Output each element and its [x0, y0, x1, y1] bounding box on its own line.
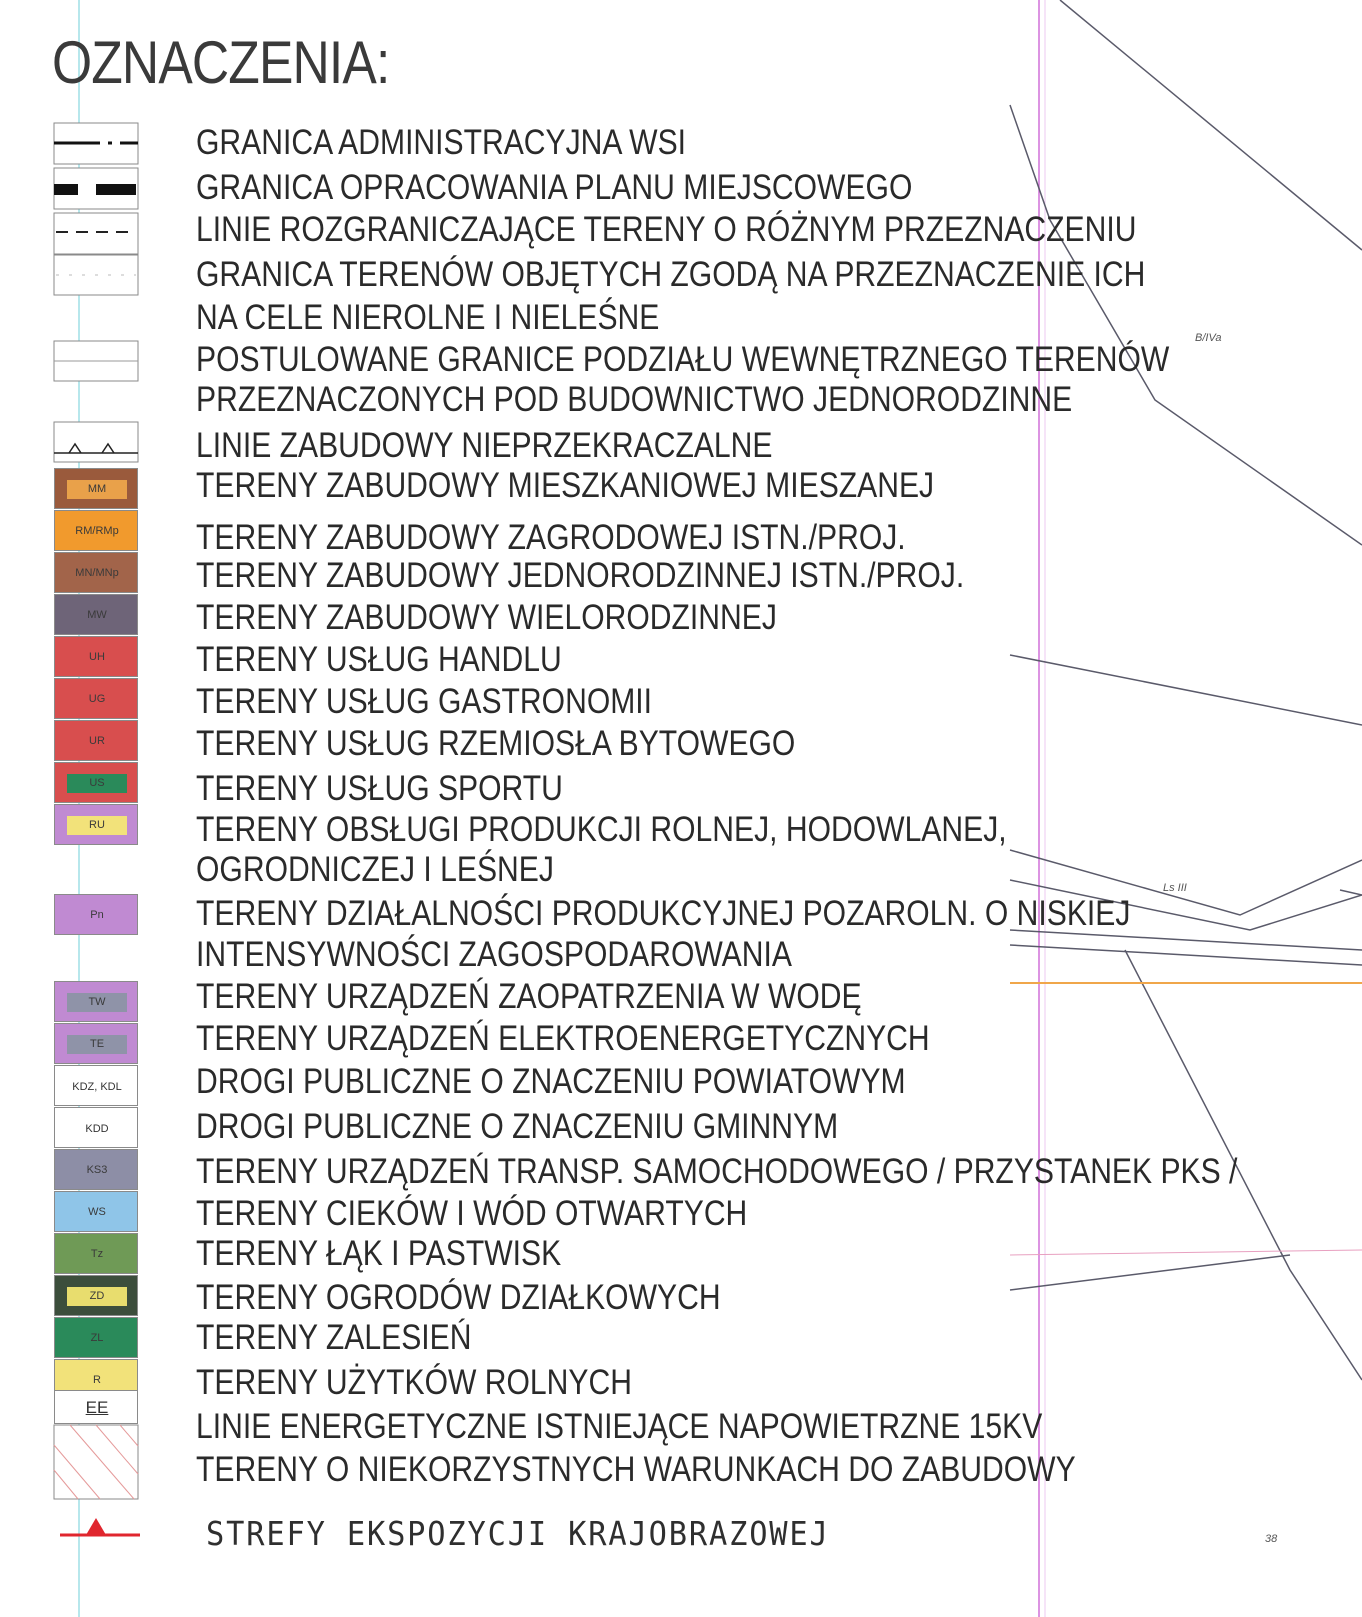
legend-label: TERENY OGRODÓW DZIAŁKOWYCH — [196, 1278, 721, 1317]
swatch-code: EE — [85, 1398, 109, 1417]
legend-label: TERENY ZALESIEŃ — [196, 1318, 472, 1357]
legend-label: TERENY ZABUDOWY MIESZKANIOWEJ MIESZANEJ — [196, 466, 935, 505]
swatch-ws — [54, 1191, 138, 1232]
swatch-inner: ZL — [67, 1329, 127, 1348]
swatch-mn — [54, 552, 138, 593]
legend-label: TERENY O NIEKORZYSTNYCH WARUNKACH DO ZABUDOWY — [196, 1450, 1076, 1489]
legend-label: TERENY USŁUG RZEMIOSŁA BYTOWEGO — [196, 724, 796, 763]
legend-label-handwritten: STREFY EKSPOZYCJI KRAJOBRAZOWEJ — [206, 1514, 830, 1553]
legend-label: PRZEZNACZONYCH POD BUDOWNICTWO JEDNORODZINNE — [196, 380, 1073, 419]
swatch-code: KDD — [85, 1122, 109, 1135]
swatch-inner: Pn — [67, 906, 127, 925]
swatch-ee — [54, 1390, 138, 1424]
swatch-zl — [54, 1317, 138, 1358]
swatch-kdz — [54, 1065, 138, 1106]
swatch-mm — [54, 468, 138, 509]
legend-label: GRANICA ADMINISTRACYJNA WSI — [196, 123, 687, 162]
swatch-inner: RM/RMp — [67, 522, 127, 541]
legend-label: LINIE ROZGRANICZAJĄCE TERENY O RÓŻNYM PRZEZNACZENIU — [196, 210, 1137, 249]
swatch-inner: TW — [67, 993, 127, 1012]
swatch-inner: R — [67, 1371, 127, 1390]
swatch-rm — [54, 510, 138, 551]
swatch-inner: TE — [67, 1035, 127, 1054]
legend-label: INTENSYWNOŚCI ZAGOSPODAROWANIA — [196, 935, 792, 974]
swatch-inner: ZD — [67, 1287, 127, 1306]
swatch-inner: UG — [67, 690, 127, 709]
legend-label: TERENY ZABUDOWY ZAGRODOWEJ ISTN./PROJ. — [196, 518, 906, 557]
legend-label: TERENY OBSŁUGI PRODUKCJI ROLNEJ, HODOWLANEJ, — [196, 810, 1007, 849]
legend-label: TERENY URZĄDZEŃ TRANSP. SAMOCHODOWEGO / PRZYSTANEK PKS / — [196, 1152, 1238, 1191]
legend-label: DROGI PUBLICZNE O ZNACZENIU GMINNYM — [196, 1107, 839, 1146]
legend-label: TERENY ZABUDOWY WIELORODZINNEJ — [196, 598, 777, 637]
swatch-inner: Tz — [67, 1245, 127, 1264]
legend-label: TERENY ZABUDOWY JEDNORODZINNEJ ISTN./PROJ. — [196, 556, 965, 595]
legend-label: GRANICA TERENÓW OBJĘTYCH ZGODĄ NA PRZEZNACZENIE ICH — [196, 255, 1146, 294]
swatch-inner: RU — [67, 816, 127, 835]
legend-label: TERENY ŁĄK I PASTWISK — [196, 1234, 562, 1273]
map-note-top: B/IVa — [1195, 332, 1222, 344]
legend-label: TERENY USŁUG GASTRONOMII — [196, 682, 653, 721]
swatch-pn — [54, 894, 138, 935]
legend-label: LINIE ZABUDOWY NIEPRZEKRACZALNE — [196, 426, 773, 465]
hatch-swatch — [54, 1425, 138, 1499]
swatch-inner: UR — [67, 732, 127, 751]
swatch-inner: WS — [67, 1203, 127, 1222]
swatch-ru — [54, 804, 138, 845]
swatch-te — [54, 1023, 138, 1064]
legend-label: TERENY CIEKÓW I WÓD OTWARTYCH — [196, 1194, 748, 1233]
legend-label: TERENY URZĄDZEŃ ZAOPATRZENIA W WODĘ — [196, 977, 862, 1016]
swatch-ks — [54, 1149, 138, 1190]
map-note-mid: Ls III — [1163, 882, 1187, 894]
legend-label: GRANICA OPRACOWANIA PLANU MIEJSCOWEGO — [196, 168, 913, 207]
swatch-us — [54, 762, 138, 803]
swatch-ug — [54, 678, 138, 719]
swatch-zd — [54, 1275, 138, 1316]
legend-label: OGRODNICZEJ I LEŚNEJ — [196, 850, 554, 889]
swatch-tz — [54, 1233, 138, 1274]
landscape-exposure-symbol — [60, 1518, 140, 1535]
legend-label: TERENY UŻYTKÓW ROLNYCH — [196, 1363, 632, 1402]
legend-title: OZNACZENIA: — [52, 29, 390, 96]
legend-label: TERENY DZIAŁALNOŚCI PRODUKCYJNEJ POZAROLN. O NISKIEJ — [196, 894, 1131, 933]
swatch-inner: US — [67, 774, 127, 793]
swatch-inner: KS3 — [67, 1161, 127, 1180]
swatch-ur — [54, 720, 138, 761]
swatch-mw — [54, 594, 138, 635]
line-symbols — [54, 123, 138, 462]
swatch-inner: MN/MNp — [67, 564, 127, 583]
legend-label: NA CELE NIEROLNE I NIELEŚNE — [196, 298, 660, 337]
legend-label: TERENY URZĄDZEŃ ELEKTROENERGETYCZNYCH — [196, 1019, 930, 1058]
page-number: 38 — [1265, 1533, 1278, 1545]
swatch-kdd — [54, 1107, 138, 1148]
swatch-inner: MM — [67, 480, 127, 499]
swatch-inner: MW — [67, 606, 127, 625]
legend-label: LINIE ENERGETYCZNE ISTNIEJĄCE NAPOWIETRZNE 15KV — [196, 1407, 1043, 1446]
legend-label: POSTULOWANE GRANICE PODZIAŁU WEWNĘTRZNEGO TERENÓW — [196, 340, 1170, 379]
legend-label: TERENY USŁUG SPORTU — [196, 769, 563, 808]
swatch-inner: UH — [67, 648, 127, 667]
legend-label: DROGI PUBLICZNE O ZNACZENIU POWIATOWYM — [196, 1062, 906, 1101]
swatch-tw — [54, 981, 138, 1022]
swatch-uh — [54, 636, 138, 677]
swatch-code: KDZ, KDL — [72, 1080, 122, 1093]
legend-label: TERENY USŁUG HANDLU — [196, 640, 562, 679]
